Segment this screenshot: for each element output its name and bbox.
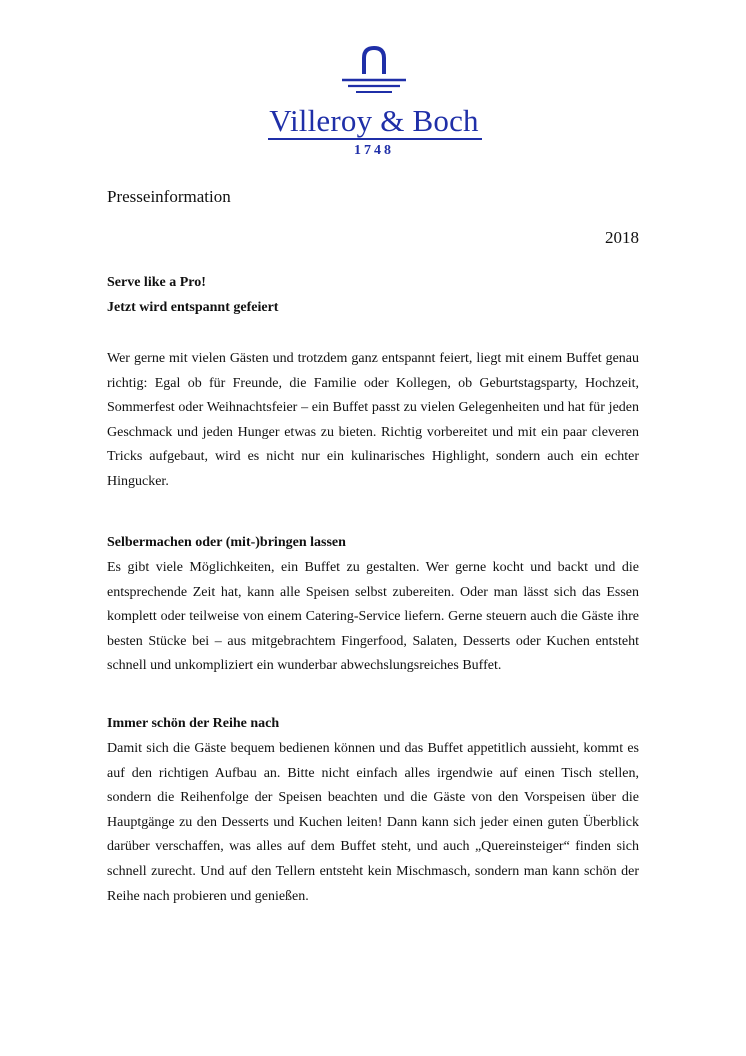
section-paragraph-reihe: Damit sich die Gäste bequem bedienen können und das Buffet appetitlich aussieht, kommt es auf den richtigen Aufbau an. Bitte nicht einfach alles irgendwie auf einen Tisch stellen, sondern die Reihenfolge der Speisen beachten und die Gäste von den Vorspeisen über die Hauptgänge zu den Desserts und Kuchen leiten! Dann kann sich jeder einen guten Überblick darüber verschaffen, was alles auf dem Buffet steht, und auch „Quereinsteiger“ finden sich schnell zurecht. Und auf den Tellern entsteht kein Mischmasch, sondern man kann schön der Reihe nach probieren und genießen. xyxy=(107,741,639,904)
headline-line-1: Serve like a Pro! xyxy=(107,275,206,290)
document-label: Presseinformation xyxy=(107,187,231,206)
brand-logo xyxy=(264,44,484,164)
intro-paragraph: Wer gerne mit vielen Gästen und trotzdem ganz entspannt feiert, liegt mit einem Buffet genau richtig: Egal ob für Freunde, die Familie oder Kollegen, ob Geburtstagsparty, Hochzeit, Sommerfest oder Weihnachtsfeier – ein Buffet passt zu vielen Gelegenheiten und hat für jeden Geschmack und jeden Hunger etwas zu bieten. Richtig vorbereitet und mit ein paar cleveren Tricks aufgebaut, wird es nicht nur ein kulinarisches Highlight, sondern auch ein echter Hingucker. xyxy=(107,351,639,489)
brand-year: 1748 xyxy=(354,143,394,158)
brand-name: Villeroy & Boch xyxy=(269,103,479,138)
brand-underline xyxy=(268,138,482,140)
headline-line-2: Jetzt wird entspannt gefeiert xyxy=(107,300,279,315)
section-heading-reihe: Immer schön der Reihe nach xyxy=(107,716,280,731)
section-paragraph-selbermachen: Es gibt viele Möglichkeiten, ein Buffet zu gestalten. Wer gerne kocht und backt und die entsprechende Zeit hat, kann alle Speisen selbst zubereiten. Oder man lässt sich das Essen komplett oder teilweise von einem Catering-Service liefern. Gerne steuern auch die Gäste ihre besten Stücke bei – aus mitgebrachtem Fingerfood, Salaten, Desserts oder Kuchen entsteht schnell und unkompliziert ein wunderbar abwechslungsreiches Buffet. xyxy=(107,560,639,674)
document-year: 2018 xyxy=(605,228,639,247)
arch-over-waves-icon xyxy=(264,44,484,104)
section-heading-selbermachen: Selbermachen oder (mit-)bringen lassen xyxy=(107,535,346,550)
